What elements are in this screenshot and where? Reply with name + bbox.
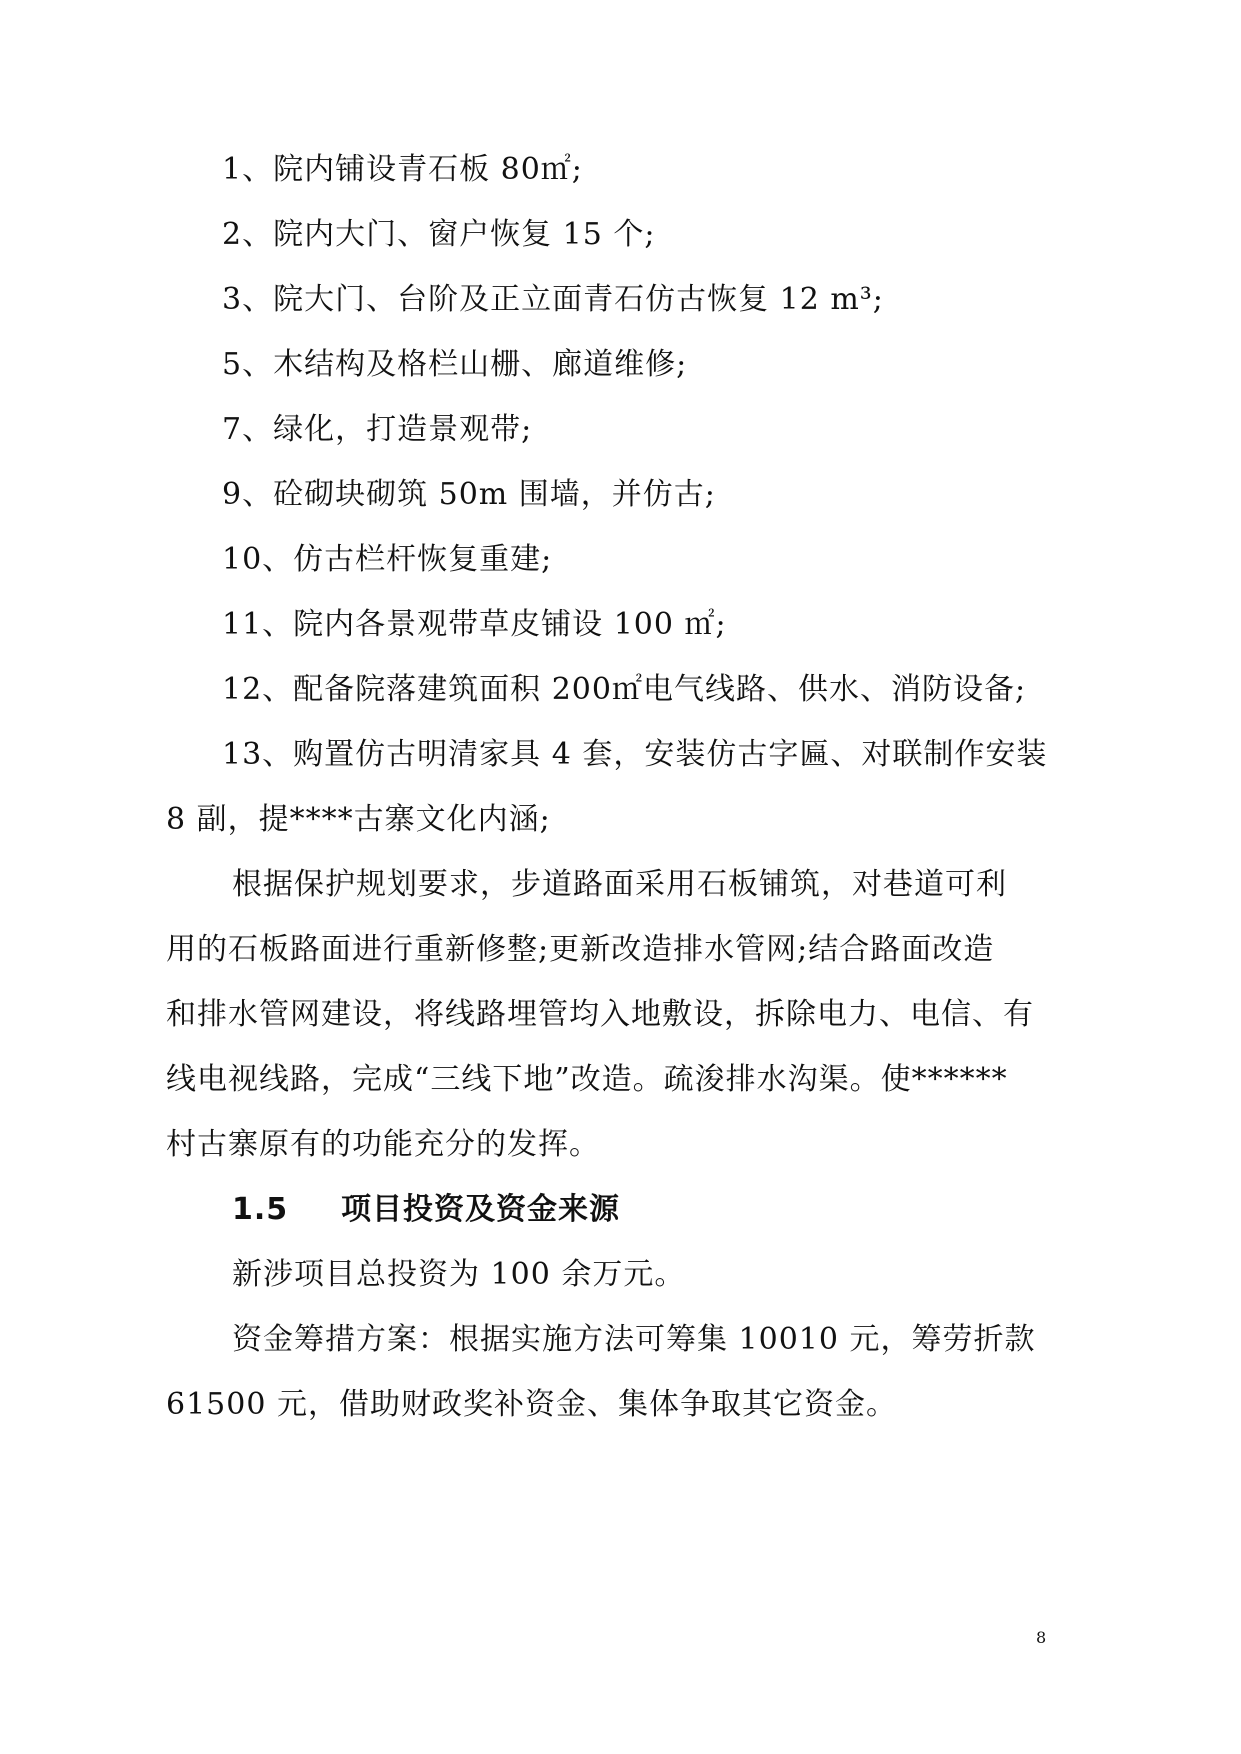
list-item: 9、砼砌块砌筑 50m 围墙，并仿古; — [222, 477, 716, 512]
list-item: 1、院内铺设青石板 80㎡; — [222, 152, 583, 187]
section-number: 1.5 — [232, 1192, 289, 1227]
list-item: 7、绿化，打造景观带; — [222, 412, 533, 447]
funding-line-1: 资金筹措方案：根据实施方法可筹集 10010 元，筹劳折款 — [232, 1322, 1036, 1357]
funding-line-2: 61500 元，借助财政奖补资金、集体争取其它资金。 — [166, 1387, 897, 1422]
page-number: 8 — [1036, 1628, 1047, 1647]
list-item: 5、木结构及格栏山栅、廊道维修; — [222, 347, 688, 382]
list-item: 3、院大门、台阶及正立面青石仿古恢复 12 m³; — [222, 282, 884, 317]
list-item: 2、院内大门、窗户恢复 15 个; — [222, 217, 656, 252]
list-item: 10、仿古栏杆恢复重建; — [222, 542, 553, 577]
investment-text: 新涉项目总投资为 100 余万元。 — [232, 1257, 686, 1292]
section-title: 项目投资及资金来源 — [341, 1192, 621, 1227]
paragraph-line: 用的石板路面进行重新修整;更新改造排水管网;结合路面改造 — [166, 932, 995, 967]
list-item-13-line-1: 13、购置仿古明清家具 4 套，安装仿古字匾、对联制作安装 — [222, 737, 1048, 772]
list-item: 12、配备院落建筑面积 200㎡电气线路、供水、消防设备; — [222, 672, 1027, 707]
paragraph-line: 和排水管网建设，将线路埋管均入地敷设，拆除电力、电信、有 — [166, 997, 1034, 1032]
paragraph-line: 村古寨原有的功能充分的发挥。 — [166, 1127, 600, 1162]
paragraph-line: 线电视线路，完成“三线下地”改造。疏浚排水沟渠。使****** — [166, 1062, 1008, 1097]
section-heading — [232, 1190, 620, 1230]
list-item-13-line-2: 8 副，提****古寨文化内涵; — [166, 802, 551, 837]
paragraph-line: 根据保护规划要求，步道路面采用石板铺筑，对巷道可利 — [232, 867, 1007, 902]
list-item: 11、院内各景观带草皮铺设 100 ㎡; — [222, 607, 727, 642]
